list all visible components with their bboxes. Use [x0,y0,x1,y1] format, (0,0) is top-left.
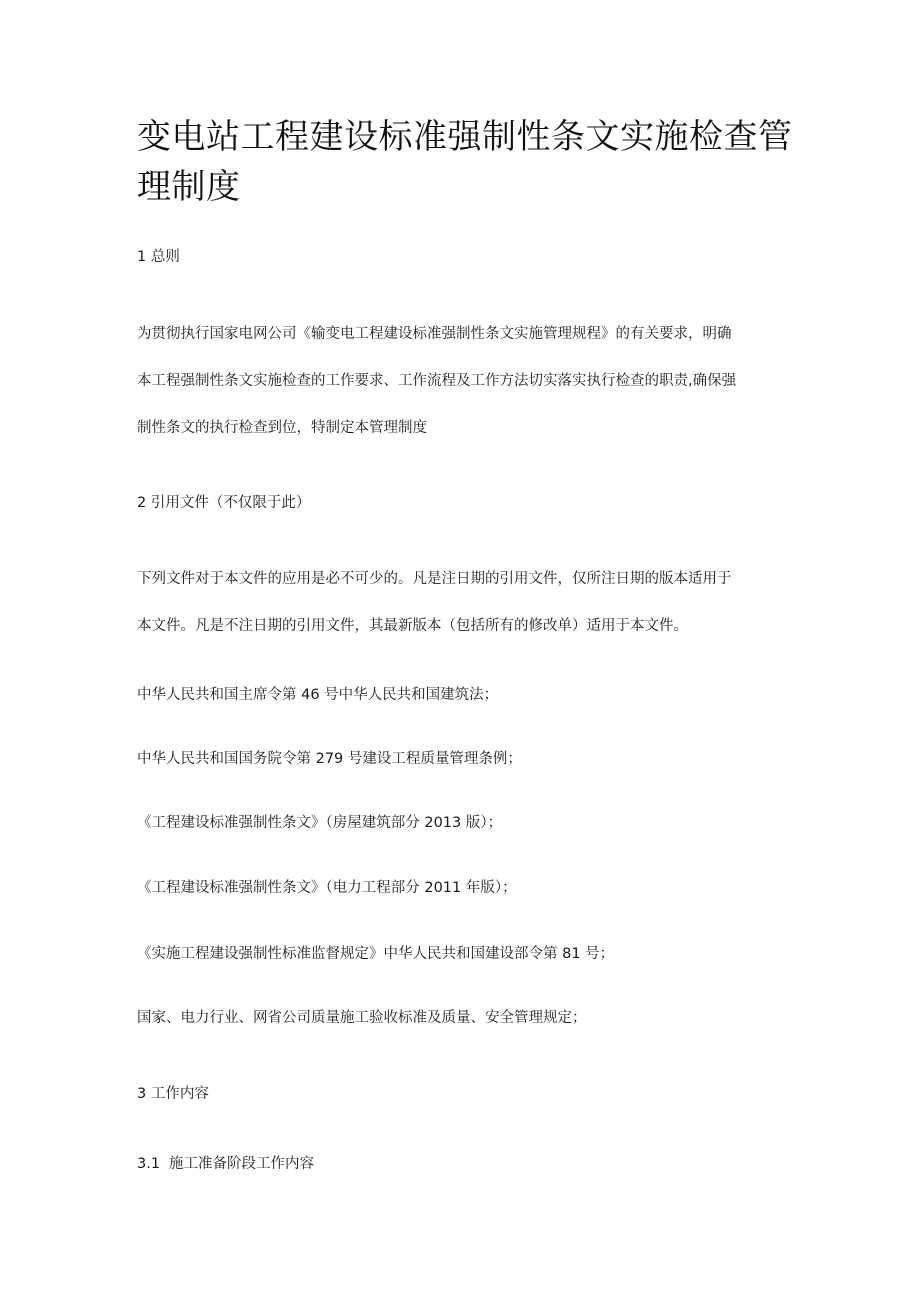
section-paragraph-general [137,311,787,452]
section-paragraph-references [137,556,787,650]
subsection-heading [137,1151,787,1177]
section-heading-references: 2 引用文件（不仅限于此） [137,495,311,511]
reference-item: 中华人民共和国主席令第 46 号中华人民共和国建筑法； [137,687,499,703]
reference-item: 《实施工程建设强制性标准监督规定》中华人民共和国建设部令第 81 号； [137,946,615,962]
reference-item: 《工程建设标准强制性条文》（电力工程部分 2011 年版）； [137,880,517,896]
reference-item: 《工程建设标准强制性条文》（房屋建筑部分 2013 版）； [137,815,503,831]
paragraph-line: 下列文件对于本文件的应用是必不可少的。凡是注日期的引用文件，仅所注日期的版本适用于 [137,571,732,587]
title-line: 理制度 [137,167,241,207]
title-line: 变电站工程建设标准强制性条文实施检查管 [137,117,793,157]
paragraph-line: 本工程强制性条文实施检查的工作要求、工作流程及工作方法切实落实执行检查的职责,确保强 [137,373,737,389]
subsection-title: 施工准备阶段工作内容 [169,1156,314,1172]
document-title [137,112,797,212]
subsection-number: 3.1 [137,1156,161,1172]
paragraph-line: 为贯彻执行国家电网公司《输变电工程建设标准强制性条文实施管理规程》的有关要求，明确 [137,326,732,342]
section-heading-work-content: 3 工作内容 [137,1086,209,1102]
reference-item: 国家、电力行业、网省公司质量施工验收标准及质量、安全管理规定； [137,1010,587,1026]
reference-item: 中华人民共和国国务院令第 279 号建设工程质量管理条例； [137,751,522,767]
paragraph-line: 本文件。凡是不注日期的引用文件，其最新版本（包括所有的修改单）适用于本文件。 [137,618,688,634]
paragraph-line: 制性条文的执行检查到位，特制定本管理制度 [137,420,427,436]
section-heading-general: 1 总则 [137,249,180,265]
